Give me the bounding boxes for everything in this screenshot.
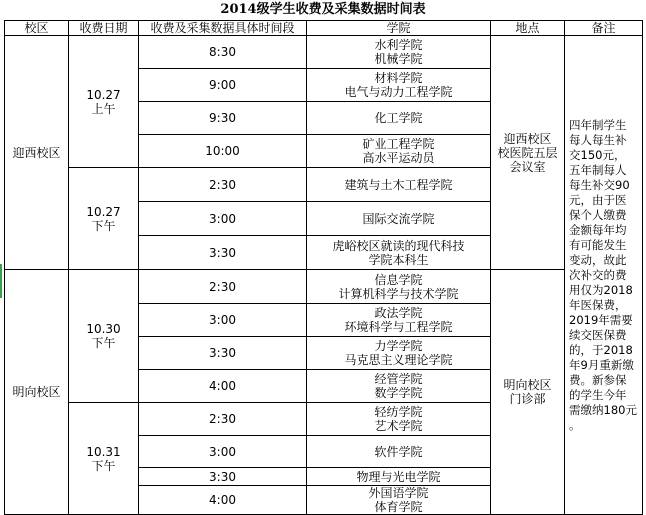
header-date: 收费日期 [69, 21, 139, 36]
note-line: 保个人缴费 [569, 207, 627, 222]
note-line: 交150元， [569, 147, 626, 162]
time-cell: 2:30 [139, 168, 307, 202]
college-name: 体育学院 [374, 500, 423, 514]
note-line: 每生补交90 [569, 177, 630, 192]
header-campus: 校区 [5, 21, 69, 36]
note-line: 次补交的费 [569, 267, 627, 282]
college-name: 轻纺学院 [374, 405, 423, 419]
college-name: 政法学院 [374, 306, 423, 320]
header-college: 学院 [307, 21, 491, 36]
location-line: 会议室 [509, 159, 546, 174]
time-cell: 2:30 [139, 403, 307, 436]
date-line: 上午 [91, 101, 116, 116]
college-name: 化工学院 [374, 111, 423, 125]
college-cell [307, 69, 491, 102]
college-name: 物理与光电学院 [356, 469, 441, 484]
college-name: 虎峪校区就读的现代科技 [332, 238, 465, 253]
college-cell [307, 304, 491, 337]
college-cell [307, 236, 491, 270]
college-name: 机械学院 [374, 52, 423, 66]
college-name: 艺术学院 [374, 419, 423, 433]
note-line: 金额每年均 [569, 222, 627, 237]
note-line: 的，于2018 [569, 342, 633, 357]
college-cell [307, 202, 491, 236]
college-name: 环境科学与工程学院 [344, 320, 453, 334]
time-cell: 3:00 [139, 202, 307, 236]
time-cell: 3:30 [139, 337, 307, 370]
date-line: 10.27 [86, 204, 121, 219]
note-line: 年医保费， [569, 297, 627, 312]
note-line: 用仅为2018 [569, 282, 633, 297]
date-line: 10.30 [86, 322, 121, 336]
college-name: 计算机科学与技术学院 [338, 286, 459, 301]
college-name: 信息学院 [374, 272, 423, 287]
college-name: 经管学院 [374, 372, 423, 386]
note-line: 续交医保费 [569, 327, 627, 342]
college-name: 国际交流学院 [362, 211, 435, 226]
date-line: 下午 [91, 218, 116, 233]
note-line: 变动，故此 [569, 252, 627, 267]
time-cell: 4:00 [139, 370, 307, 403]
time-cell: 3:30 [139, 468, 307, 486]
time-cell: 3:30 [139, 236, 307, 270]
date-line: 下午 [91, 336, 116, 350]
row-marker [0, 264, 2, 298]
note-line: 四年制学生 [569, 117, 627, 132]
time-cell: 3:00 [139, 436, 307, 468]
note-line: 五年制每人 [569, 162, 627, 177]
note-cell [565, 36, 643, 515]
location-line: 明向校区 [503, 378, 552, 392]
note-line: 2019年需要 [569, 312, 633, 327]
college-cell [307, 468, 491, 486]
date-cell [69, 36, 139, 168]
campus-cell: 迎西校区 [5, 36, 69, 270]
header-time: 收费及采集数据具体时间段 [139, 21, 307, 36]
college-cell [307, 436, 491, 468]
college-cell [307, 270, 491, 304]
table-row [5, 36, 643, 69]
header-row [5, 21, 643, 36]
date-line: 10.31 [86, 444, 121, 459]
college-name: 材料学院 [374, 71, 423, 85]
college-name: 软件学院 [374, 444, 423, 459]
college-name: 学院本科生 [368, 252, 429, 267]
note-line: 需缴纳180元 [569, 402, 637, 417]
header-location: 地点 [491, 21, 565, 36]
location-line: 迎西校区 [503, 131, 552, 146]
note-line: 费。新参保 [569, 372, 627, 387]
header-note: 备注 [565, 21, 643, 36]
time-cell: 9:00 [139, 69, 307, 102]
note-line: 每人每生补 [569, 132, 627, 147]
time-cell: 8:30 [139, 36, 307, 69]
college-name: 建筑与土木工程学院 [344, 177, 453, 192]
college-cell [307, 403, 491, 436]
date-cell [69, 168, 139, 270]
note-line: 的学生今年 [569, 387, 627, 402]
date-line: 10.27 [86, 87, 121, 102]
time-cell: 3:00 [139, 304, 307, 337]
campus-cell: 明向校区 [5, 270, 69, 515]
college-name: 高水平运动员 [362, 151, 435, 165]
college-cell [307, 135, 491, 168]
note-line: 。 [569, 417, 581, 432]
note-line: 元，由于医 [569, 192, 627, 207]
college-name: 矿业工程学院 [362, 137, 435, 151]
note-line: 有可能发生 [569, 237, 627, 252]
page-title: 2014级学生收费及采集数据时间表 [220, 2, 426, 17]
time-cell: 10:00 [139, 135, 307, 168]
location-line: 校医院五层 [497, 145, 558, 160]
college-cell [307, 370, 491, 403]
college-name: 马克思主义理论学院 [344, 353, 453, 367]
college-cell [307, 486, 491, 515]
college-cell [307, 36, 491, 69]
location-line: 门诊部 [509, 392, 546, 406]
time-cell: 4:00 [139, 486, 307, 515]
date-line: 下午 [91, 458, 116, 473]
college-name: 电气与动力工程学院 [344, 85, 453, 99]
note-line: 年9月重新缴 [569, 357, 634, 372]
schedule-table [4, 20, 643, 515]
college-cell [307, 168, 491, 202]
table-row [5, 270, 643, 304]
college-name: 数学学院 [374, 386, 423, 400]
time-cell: 9:30 [139, 102, 307, 135]
college-name: 力学学院 [374, 339, 423, 353]
college-name: 外国语学院 [368, 486, 429, 500]
location-cell [491, 36, 565, 270]
date-cell [69, 270, 139, 403]
college-name: 水利学院 [374, 38, 423, 52]
location-cell [491, 270, 565, 515]
college-cell [307, 337, 491, 370]
time-cell: 2:30 [139, 270, 307, 304]
date-cell [69, 403, 139, 515]
college-cell [307, 102, 491, 135]
